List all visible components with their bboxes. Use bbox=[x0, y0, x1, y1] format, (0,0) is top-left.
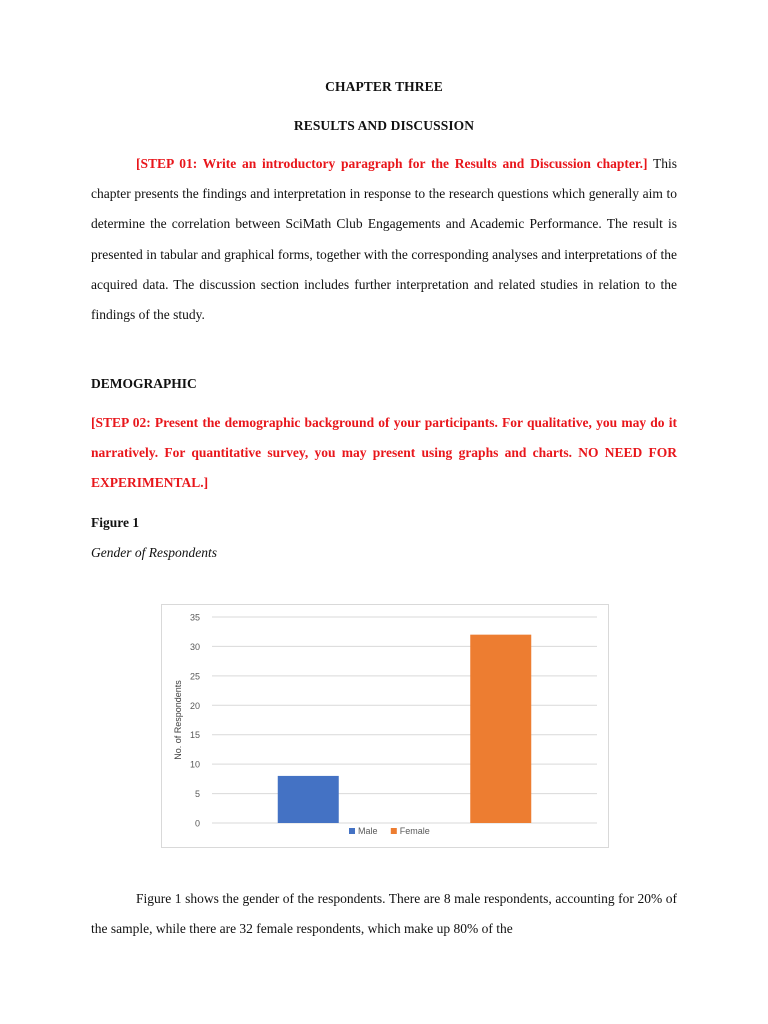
bar-male bbox=[278, 776, 339, 823]
figure-caption: Gender of Respondents bbox=[91, 545, 217, 560]
figure-label: Figure 1 bbox=[91, 515, 140, 530]
y-tick-label: 20 bbox=[189, 700, 200, 711]
chart-canvas bbox=[162, 605, 608, 847]
gender-chart bbox=[161, 604, 609, 848]
y-axis-label: No. of Respondents bbox=[173, 680, 183, 760]
y-tick-label: 15 bbox=[189, 730, 200, 741]
legend-label-female: Female bbox=[399, 826, 430, 836]
y-tick-label: 30 bbox=[189, 641, 200, 652]
y-tick-label: 35 bbox=[189, 612, 200, 623]
legend-swatch-male bbox=[349, 828, 355, 834]
section-title: RESULTS AND DISCUSSION bbox=[293, 118, 475, 133]
intro-body: This chapter presents the findings and interpretation in response to the research questions which generally aim to determine the correlation between SciMath Club Engagements and Academic Performance. The result is presented in tabular and graphical forms, together with the corresponding analyses and interpretations of the acquired data. The discussion section includes further interpretation and related studies in relation to the findings of the study. bbox=[91, 156, 677, 323]
step-02-note: [STEP 02: Present the demographic background of your participants. For qualitative, you may do it narratively. For quantitative survey, you may present using graphs and charts. NO NEED FOR EXPERIMENTAL.] bbox=[91, 415, 677, 491]
legend-swatch-female bbox=[391, 828, 397, 834]
figure-discussion-paragraph: Figure 1 shows the gender of the respondents. There are 8 male respondents, accounting for 20% of the sample, while there are 32 female respondents, which make up 80% of the bbox=[91, 891, 677, 937]
intro-paragraph bbox=[91, 149, 677, 330]
demographic-heading: DEMOGRAPHIC bbox=[91, 376, 197, 391]
chapter-title: CHAPTER THREE bbox=[325, 79, 443, 94]
legend-label-male: Male bbox=[358, 826, 378, 836]
step-01-note: [STEP 01: Write an introductory paragraph for the Results and Discussion chapter.] bbox=[136, 156, 648, 171]
y-tick-label: 25 bbox=[189, 671, 200, 682]
y-tick-label: 10 bbox=[189, 759, 200, 770]
y-tick-label: 5 bbox=[194, 789, 200, 800]
y-tick-label: 0 bbox=[194, 818, 200, 829]
bar-female bbox=[470, 635, 531, 823]
